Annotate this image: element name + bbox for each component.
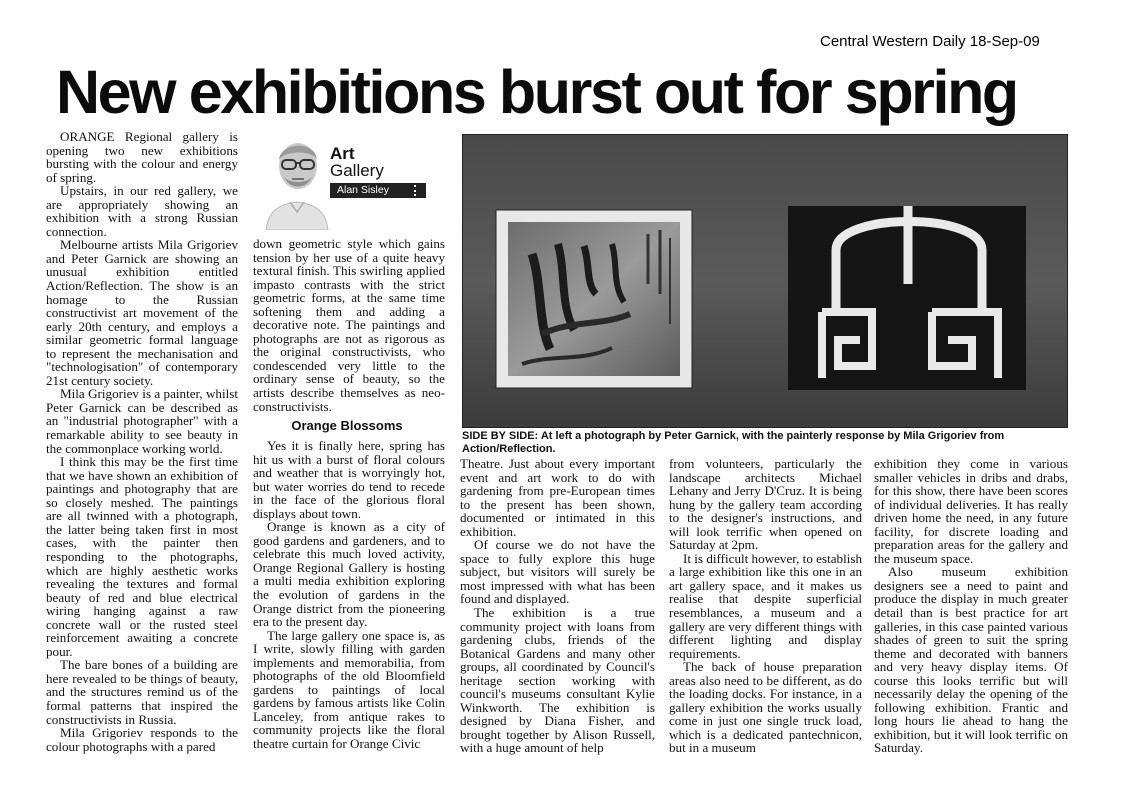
subhead-orange-blossoms: Orange Blossoms [291, 418, 403, 433]
paragraph: Mila Grigoriev is a painter, whilst Peter Garnick can be described as an "industrial photographer" with a remarkable ability to see beauty in the commonplace working world. [46, 386, 238, 456]
painting-artwork-icon [788, 206, 1026, 390]
paragraph: The back of house preparation areas also need to be different, as do the loading docks. For instance, in a gallery exhibition the works usually come in just one single truck load, which is a dedicated pantechnicon, but in a museum [669, 659, 862, 756]
article-column-3 [460, 457, 655, 755]
photo-caption: SIDE BY SIDE: At left a photograph by Peter Garnick, with the painterly response by Mila Grigoriev from Action/Reflection. [462, 430, 1005, 455]
section-label-gallery: Gallery [330, 161, 384, 180]
paragraph: The bare bones of a building are here revealed to be things of beauty, and the structures remind us of the formal patterns that inspired the constructivists in Russia. [46, 657, 238, 727]
paragraph: Upstairs, in our red gallery, we are appropriately showing an exhibition with a strong Russian connection. [46, 183, 238, 239]
paragraph: The large gallery one space is, as I write, slowly filling with garden implements and memorabilia, from photographs of the old Bloomfield gardens to paintings of local gardens by famous artists like Colin Lanceley, from antique rakes to community projects like the floral theatre curtain for Orange Civic [253, 627, 445, 752]
paragraph: ORANGE Regional gallery is opening two new exhibitions bursting with the colour and energy of spring. [46, 129, 238, 185]
paragraph: Of course we do not have the space to fully explore this huge subject, but visitors will surely be most impressed with what has been found and displayed. [460, 537, 655, 607]
paragraph: Theatre. Just about every important event and art work to do with gardening from pre-European times to the present has been shown, documented or intimated in this exhibition. [460, 456, 655, 539]
paragraph: Also museum exhibition designers see a need to paint and produce the display in much greater detail than is best practice for art galleries, in this case painted various shades of green to suit the spring theme and decorated with banners and very heavy display items. Of course this looks terrific but will necessarily delay the opening of the following exhibition. Frantic and long hours lie ahead to hang the exhibition, but it will look terrific on Saturday. [874, 564, 1068, 756]
exhibition-photo [462, 134, 1068, 428]
paragraph: Orange is known as a city of good gardens and gardeners, and to celebrate this much loved activity, Orange Regional Gallery is hosting a multi media exhibition exploring the evolution of gardens in the Orange district from the pioneering era to the present day. [253, 519, 445, 630]
paragraph: Yes it is finally here, spring has hit us with a burst of floral colours and weather that is worryingly hot, but water worries do tend to recede in the face of the glorious floral displays about town. [253, 438, 445, 521]
paragraph: It is difficult however, to establish a large exhibition like this one in an art gallery space, and it makes us realise that despite superficial resemblances, a museum and a gallery are very different things with different lighting and display requirements. [669, 550, 862, 661]
author-name: Alan Sisley [330, 183, 426, 198]
paragraph: exhibition they come in various smaller vehicles in dribs and drabs, for this show, there have been scores of individual deliveries. It has really driven home the need, in any future facility, for discrete loading and preparation areas for the gallery and the museum space. [874, 456, 1068, 566]
newspaper-source-date: Central Western Daily 18-Sep-09 [820, 33, 1040, 50]
paragraph: down geometric style which gains tension by her use of a quite heavy textural finish. This swirling applied impasto contrasts with the strict geometric forms, at the same time softening them and adding a decorative note. The paintings and photographs are not as rigorous as the original constructivists, who condescended very little to the ordinary sense of beauty, so the artists describe themselves as neo-constructivists. [253, 236, 445, 414]
paragraph: Melbourne artists Mila Grigoriev and Peter Garnick are showing an unusual exhibition entitled Action/Reflection. The show is an homage to the Russian constructivist art movement of the early 20th century, and employs a similar geometric formal language to represent the mechanisation and "technologisation" of contemporary 21st century society. [46, 237, 238, 388]
article-column-4 [669, 457, 862, 755]
article-column-1 [46, 130, 238, 753]
paragraph: Mila Grigoriev responds to the colour photographs with a pared [46, 725, 238, 754]
section-label-art: Art [330, 144, 355, 163]
paragraph: I think this may be the first time that we have shown an exhibition of paintings and photography that are so closely meshed. The paintings are all twinned with a photograph, the latter being taken first in most cases, with the painter then responding to the photographs, which are highly aesthetic works revealing the textures and formal beauty of red and blue electrical wiring hanging against a raw concrete wall or the rusted steel reinforcement awaiting a concrete pour. [46, 454, 238, 659]
article-column-2-continued [253, 439, 445, 751]
article-column-2 [253, 237, 445, 413]
headline: New exhibitions burst out for spring [56, 58, 1017, 126]
paragraph: from volunteers, particularly the landscape architects Michael Lehany and Jerry D'Cruz. It is being hung by the gallery team according to the designer's instructions, and will look terrific when opened on Saturday at 2pm. [669, 456, 862, 553]
photograph-artwork-icon [496, 210, 692, 388]
byline [330, 146, 426, 198]
author-portrait-icon [262, 132, 332, 230]
article-column-5 [874, 457, 1068, 755]
paragraph: The exhibition is a true community project with loans from gardening clubs, friends of the Botanical Gardens and many other groups, all coordinated by Council's heritage section working with council's museums consultant Kylie Winkworth. The exhibition is designed by Diana Fisher, and brought together by Alison Russell, with a huge amount of help [460, 605, 655, 756]
